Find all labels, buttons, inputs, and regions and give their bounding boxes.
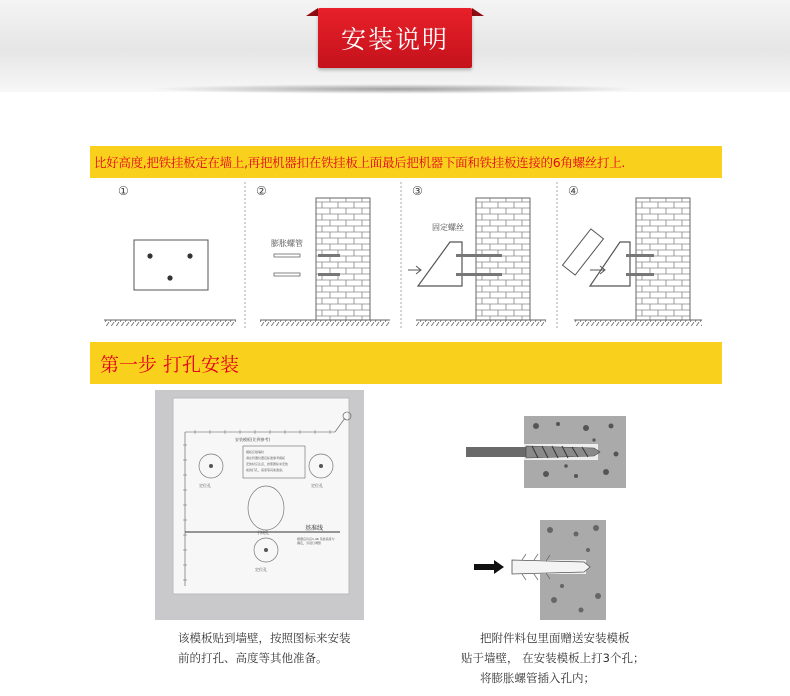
sheet-note-2: 请在机器位置后标准参考模板 <box>246 456 286 460</box>
caption-left-1: 该模板贴到墙壁，按照图标来安装 <box>178 631 351 645</box>
template-sheet-illustration <box>155 390 364 620</box>
drilling-illustration <box>466 416 626 488</box>
ground-lines <box>104 320 702 326</box>
step-number-2: ② <box>256 184 267 198</box>
sheet-hole-center: 引线孔 <box>257 530 269 535</box>
step3-label: 固定螺丝 <box>432 223 464 232</box>
caption-right-1: 把附件料包里面赠送安装模板 <box>480 631 630 645</box>
section-bar <box>90 342 722 384</box>
anchor-illustration <box>466 520 626 620</box>
step4-wall <box>563 198 690 320</box>
sheet-note-1: 模板应贴墙时 <box>246 450 265 454</box>
intro-bar <box>90 146 722 178</box>
steps-illustration <box>90 178 722 338</box>
step-number-1: ① <box>118 184 129 198</box>
step2-label: 膨胀螺管 <box>271 239 303 248</box>
sheet-hole-bottom: 定位孔 <box>255 567 267 572</box>
caption-right-3: 将膨胀螺管插入孔内； <box>480 671 595 685</box>
step-number-4: ④ <box>568 184 579 198</box>
sheet-header: 安装模板(比例参考) <box>235 437 271 442</box>
step2-wall <box>274 198 370 320</box>
page-title: 安装说明 <box>318 8 472 68</box>
steps-diagram <box>90 178 722 338</box>
section-title: 第一步 打孔安装 <box>100 354 240 376</box>
caption-right-2: 贴于墙壁， 在安装模板上打3个孔； <box>461 651 645 665</box>
header-shadow <box>150 84 640 94</box>
sheet-note-3: 安装时应注意，按照图标来安装 <box>246 462 289 466</box>
step1-template <box>134 240 208 290</box>
step-number-3: ③ <box>412 184 423 198</box>
intro-text: 比好高度,把铁挂板定在墙上,再把机器扣在铁挂板上面最后把机器下面和铁挂板连接的6角螺丝打上. <box>94 155 626 170</box>
sheet-hole-left: 定位孔 <box>199 483 211 488</box>
template-photo <box>155 390 364 620</box>
ribbon-fold-left <box>306 8 318 16</box>
ribbon-fold-right <box>472 8 484 16</box>
sheet-hole-right: 定位孔 <box>311 483 323 488</box>
step3-wall <box>408 198 530 320</box>
sheet-note-4: 前的打孔，高度等其他准备。 <box>246 468 286 472</box>
caption-left-2: 前的打孔、高度等其他准备。 <box>178 651 328 665</box>
sheet-baseline: 基准线 <box>305 525 324 532</box>
sheet-baseline-note: 根据后功后1.46 吊装高度与确定，另进行调整 <box>297 537 335 545</box>
